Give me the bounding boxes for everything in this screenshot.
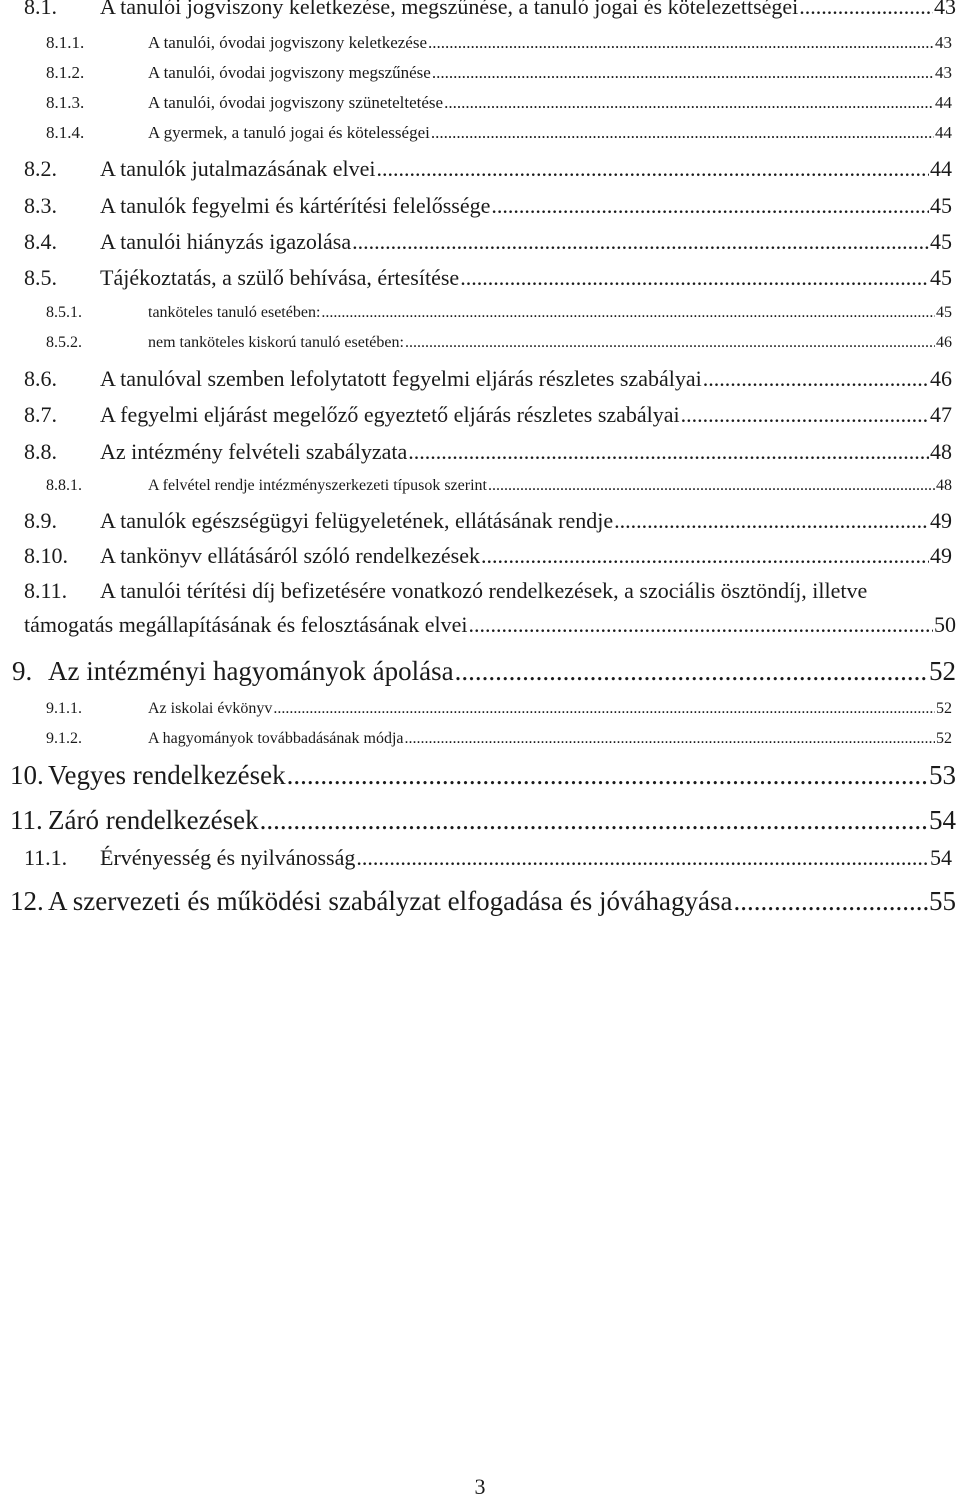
toc-dot-leader [260, 805, 928, 836]
toc-entry-title: A tanulói, óvodai jogviszony megszűnése [148, 63, 431, 82]
toc-entry-number: 8.3. [24, 193, 57, 218]
toc-entry[interactable] [46, 33, 952, 53]
toc-entry-page: 44 [930, 156, 952, 181]
toc-entry-title: A felvétel rendje intézményszerkezeti típusok szerint [148, 477, 487, 494]
toc-entry-page: 46 [930, 366, 952, 391]
toc-entry-number: 10. [10, 760, 44, 790]
toc-entry[interactable] [24, 366, 952, 392]
toc-entry-page: 52 [936, 730, 952, 747]
toc-dot-leader [352, 229, 929, 255]
toc-entry-number: 8.1.2. [46, 63, 85, 82]
toc-entry-number: 8.5.2. [46, 334, 82, 351]
toc-entry-title: Záró rendelkezések [48, 805, 259, 835]
toc-entry-title: A tanulói hiányzás igazolása [100, 229, 352, 254]
toc-entry-title: Az intézmény felvételi szabályzata [100, 439, 408, 464]
toc-entry-page: 54 [929, 805, 956, 835]
toc-entry-number: 9.1.2. [46, 730, 82, 747]
toc-entry[interactable] [10, 805, 956, 836]
toc-dot-leader [356, 845, 929, 871]
toc-entry-page: 43 [934, 0, 956, 19]
toc-entry-title: A tanulók jutalmazásának elvei [100, 156, 376, 181]
toc-dot-leader [444, 93, 934, 113]
toc-entry-page: 44 [935, 123, 952, 142]
toc-entry-number: 8.4. [24, 229, 57, 254]
toc-entry[interactable] [46, 93, 952, 113]
toc-entry-page: 45 [930, 193, 952, 218]
toc-dot-leader [681, 402, 929, 428]
toc-entry-title: tanköteles tanuló esetében: [148, 304, 321, 321]
toc-entry[interactable] [24, 265, 952, 291]
toc-entry-page: 46 [936, 334, 952, 351]
toc-entry-title: A tanulóval szemben lefolytatott fegyelmi eljárás részletes szabályai [100, 366, 702, 391]
toc-dot-leader [321, 304, 935, 322]
toc-dot-leader [377, 156, 929, 182]
toc-entry-number: 8.11. [24, 578, 68, 603]
toc-entry-title: A hagyományok továbbadásának módja [148, 730, 404, 747]
toc-entry-title: A gyermek, a tanuló jogai és kötelességei [148, 123, 430, 142]
toc-entry-title: Az intézményi hagyományok ápolása [48, 656, 454, 686]
toc-dot-leader [408, 439, 929, 465]
toc-entry[interactable] [46, 730, 952, 748]
toc-entry-page: 48 [936, 477, 952, 494]
toc-dot-leader [405, 730, 936, 748]
toc-dot-leader [468, 612, 933, 638]
toc-entry-number: 8.9. [24, 508, 57, 533]
toc-entry-number: 12. [10, 886, 44, 916]
toc-entry-number: 8.6. [24, 366, 57, 391]
toc-entry-number: 8.1.4. [46, 123, 85, 142]
toc-entry-page: 43 [935, 33, 952, 52]
toc-entry-number: 8.2. [24, 156, 57, 181]
toc-entry-number: 8.10. [24, 543, 68, 568]
toc-entry-page: 52 [936, 700, 952, 717]
toc-entry[interactable] [46, 477, 952, 495]
toc-entry-title: A tanulók egészségügyi felügyeletének, ellátásának rendje [100, 508, 614, 533]
toc-entry-number: 8.1.3. [46, 93, 85, 112]
toc-entry[interactable] [46, 334, 952, 352]
toc-entry-page: 45 [930, 229, 952, 254]
toc-entry-title: Az iskolai évkönyv [148, 700, 273, 717]
toc-entry-page: 53 [929, 760, 956, 790]
toc-dot-leader [460, 265, 929, 291]
toc-dot-leader [287, 760, 928, 791]
toc-entry-number: 8.8.1. [46, 477, 82, 494]
toc-entry-page: 44 [935, 93, 952, 112]
toc-entry-title: A tanulói térítési díj befizetésére vonatkozó rendelkezések, a szociális ösztöndíj, illetve [100, 578, 868, 603]
toc-entry-number: 9.1.1. [46, 700, 82, 717]
toc-entry[interactable] [24, 229, 952, 255]
toc-dot-leader [431, 123, 934, 143]
toc-entry-page: 54 [930, 845, 952, 870]
toc-entry-page: 55 [929, 886, 956, 916]
toc-dot-leader [455, 656, 928, 687]
toc-entry[interactable] [46, 700, 952, 718]
toc-entry-title-continued: támogatás megállapításának és felosztásának elvei [24, 612, 468, 637]
toc-dot-leader [614, 508, 929, 534]
toc-entry-title: A tanulói jogviszony keletkezése, megszűnése, a tanuló jogai és kötelezettségei [100, 0, 799, 19]
toc-entry-title: Vegyes rendelkezések [48, 760, 286, 790]
page-number: 3 [474, 1474, 486, 1499]
toc-dot-leader [733, 886, 928, 917]
toc-entry-title: A szervezeti és működési szabályzat elfogadása és jóváhagyása [48, 886, 733, 916]
toc-entry-page: 49 [930, 543, 952, 568]
toc-entry-page: 49 [930, 508, 952, 533]
toc-entry-title: Érvényesség és nyilvánosság [100, 845, 356, 870]
toc-entry[interactable] [24, 156, 952, 182]
toc-entry[interactable] [24, 402, 952, 428]
toc-entry-page: 52 [929, 656, 956, 686]
toc-dot-leader [428, 33, 934, 53]
toc-entry-page: 45 [936, 304, 952, 321]
toc-entry[interactable] [46, 63, 952, 83]
toc-entry[interactable] [46, 123, 952, 143]
toc-entry-title: A tanulói, óvodai jogviszony szüneteltetése [148, 93, 444, 112]
toc-entry-number: 11.1. [24, 845, 68, 870]
toc-dot-leader [432, 63, 934, 83]
toc-entry-number: 8.7. [24, 402, 57, 427]
toc-entry-page: 48 [930, 439, 952, 464]
toc-entry-number: 8.1. [24, 0, 57, 19]
toc-entry-number: 11. [10, 805, 43, 835]
toc-entry-page: 50 [934, 612, 956, 637]
toc-entry[interactable] [24, 193, 952, 219]
toc-entry-page: 43 [935, 63, 952, 82]
toc-entry[interactable] [24, 578, 956, 638]
toc-entry[interactable] [24, 543, 952, 569]
toc-entry-title: A tanulók fegyelmi és kártérítési felelőssége [100, 193, 491, 218]
toc-entry[interactable] [10, 760, 956, 791]
toc-entry-title: A tanulói, óvodai jogviszony keletkezése [148, 33, 428, 52]
toc-entry-page: 47 [930, 402, 952, 427]
toc-entry-number: 9. [12, 656, 33, 686]
toc-entry-title: nem tanköteles kiskorú tanuló esetében: [148, 334, 404, 351]
toc-entry[interactable] [12, 656, 956, 687]
toc-dot-leader [703, 366, 929, 392]
toc-dot-leader [405, 334, 935, 352]
toc-entry[interactable] [24, 845, 952, 871]
toc-entry-title: A fegyelmi eljárást megelőző egyeztető eljárás részletes szabályai [100, 402, 680, 427]
toc-entry[interactable] [24, 439, 952, 465]
toc-entry-number: 8.1.1. [46, 33, 85, 52]
toc-entry-title: A tankönyv ellátásáról szóló rendelkezések [100, 543, 480, 568]
toc-entry[interactable] [24, 0, 956, 20]
toc-dot-leader [488, 477, 935, 495]
toc-dot-leader [799, 0, 933, 20]
toc-entry-number: 8.5.1. [46, 304, 82, 321]
toc-entry[interactable] [10, 886, 956, 917]
toc-entry[interactable] [46, 304, 952, 322]
toc-dot-leader [481, 543, 929, 569]
toc-entry[interactable] [24, 508, 952, 534]
toc-dot-leader [491, 193, 929, 219]
toc-entry-number: 8.8. [24, 439, 57, 464]
toc-dot-leader [273, 700, 935, 718]
toc-entry-number: 8.5. [24, 265, 57, 290]
toc-entry-page: 45 [930, 265, 952, 290]
toc-entry-title: Tájékoztatás, a szülő behívása, értesítése [100, 265, 460, 290]
